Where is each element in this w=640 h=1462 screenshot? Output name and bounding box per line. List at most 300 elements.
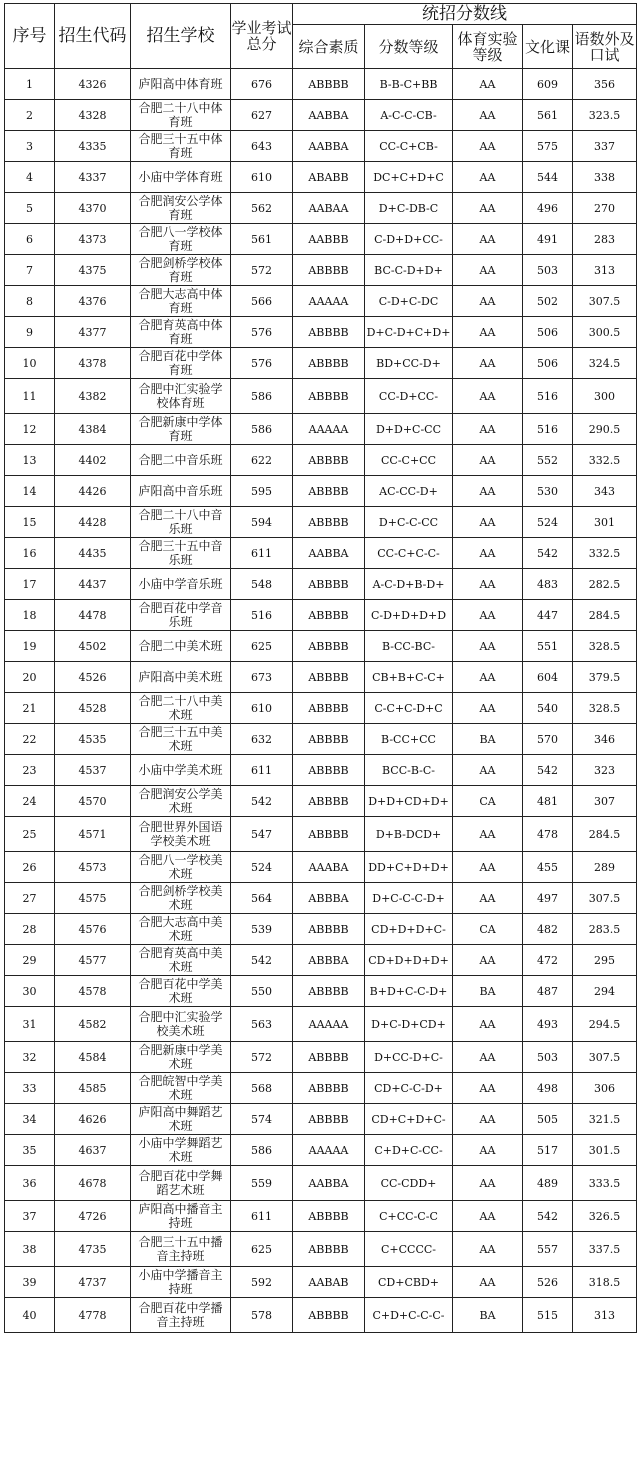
- cell-code: 4584: [55, 1042, 131, 1073]
- cell-school: 庐阳高中音乐班: [131, 476, 231, 507]
- cell-code: 4402: [55, 445, 131, 476]
- cell-lang: 333.5: [573, 1166, 637, 1201]
- cell-pe: AA: [453, 224, 523, 255]
- cell-lang: 294.5: [573, 1007, 637, 1042]
- cell-pe: AA: [453, 1267, 523, 1298]
- cell-seq: 29: [5, 945, 55, 976]
- cell-pe: AA: [453, 1042, 523, 1073]
- cell-quality: ABBBB: [293, 317, 365, 348]
- cell-seq: 19: [5, 631, 55, 662]
- cell-grade: A-C-C-CB-: [365, 100, 453, 131]
- table-row: [5, 852, 637, 883]
- cell-school: 合肥新康中学体育班: [131, 414, 231, 445]
- cell-total: 632: [231, 724, 293, 755]
- cell-school: 合肥百花中学美术班: [131, 976, 231, 1007]
- cell-school: 合肥八一学校体育班: [131, 224, 231, 255]
- cell-school: 合肥大志高中美术班: [131, 914, 231, 945]
- cell-culture: 493: [523, 1007, 573, 1042]
- cell-lang: 337: [573, 131, 637, 162]
- cell-pe: AA: [453, 162, 523, 193]
- cell-grade: B-CC-BC-: [365, 631, 453, 662]
- cell-school: 合肥二十八中音乐班: [131, 507, 231, 538]
- cell-quality: ABBBB: [293, 1232, 365, 1267]
- cell-culture: 483: [523, 569, 573, 600]
- cell-culture: 552: [523, 445, 573, 476]
- cell-seq: 2: [5, 100, 55, 131]
- table-row: [5, 193, 637, 224]
- cell-school: 合肥育英高中体育班: [131, 317, 231, 348]
- cell-total: 611: [231, 538, 293, 569]
- cell-lang: 337.5: [573, 1232, 637, 1267]
- cell-seq: 18: [5, 600, 55, 631]
- cell-code: 4571: [55, 817, 131, 852]
- cell-pe: BA: [453, 976, 523, 1007]
- cell-school: 合肥百花中学播音主持班: [131, 1298, 231, 1333]
- cell-quality: ABBBB: [293, 1073, 365, 1104]
- table-row: [5, 255, 637, 286]
- cell-code: 4578: [55, 976, 131, 1007]
- cell-school: 合肥新康中学美术班: [131, 1042, 231, 1073]
- table-row: [5, 1104, 637, 1135]
- table-body: [5, 69, 637, 1333]
- cell-culture: 517: [523, 1135, 573, 1166]
- table-row: [5, 1201, 637, 1232]
- cell-lang: 282.5: [573, 569, 637, 600]
- cell-lang: 321.5: [573, 1104, 637, 1135]
- cell-school: 庐阳高中播音主持班: [131, 1201, 231, 1232]
- cell-code: 4726: [55, 1201, 131, 1232]
- cell-total: 611: [231, 1201, 293, 1232]
- cell-school: 合肥二中美术班: [131, 631, 231, 662]
- cell-grade: CC-C+C-C-: [365, 538, 453, 569]
- table-row: [5, 1232, 637, 1267]
- cell-code: 4478: [55, 600, 131, 631]
- header-culture: 文化课: [523, 25, 573, 69]
- cell-culture: 482: [523, 914, 573, 945]
- cell-pe: AA: [453, 538, 523, 569]
- cell-pe: AA: [453, 600, 523, 631]
- cell-pe: AA: [453, 662, 523, 693]
- cell-seq: 10: [5, 348, 55, 379]
- cell-seq: 8: [5, 286, 55, 317]
- table-row: [5, 414, 637, 445]
- cell-school: 小庙中学舞蹈艺术班: [131, 1135, 231, 1166]
- cell-total: 611: [231, 755, 293, 786]
- cell-school: 合肥润安公学体育班: [131, 193, 231, 224]
- cell-lang: 313: [573, 255, 637, 286]
- cell-seq: 26: [5, 852, 55, 883]
- cell-school: 合肥剑桥学校美术班: [131, 883, 231, 914]
- cell-total: 524: [231, 852, 293, 883]
- cell-lang: 301.5: [573, 1135, 637, 1166]
- cell-code: 4570: [55, 786, 131, 817]
- table-row: [5, 445, 637, 476]
- cell-pe: AA: [453, 1104, 523, 1135]
- cell-seq: 21: [5, 693, 55, 724]
- cell-total: 576: [231, 317, 293, 348]
- cell-seq: 12: [5, 414, 55, 445]
- cell-quality: AABBA: [293, 131, 365, 162]
- table-row: [5, 786, 637, 817]
- cell-lang: 338: [573, 162, 637, 193]
- cell-culture: 544: [523, 162, 573, 193]
- cell-grade: C+CCCC-: [365, 1232, 453, 1267]
- cell-culture: 604: [523, 662, 573, 693]
- cell-code: 4537: [55, 755, 131, 786]
- cell-grade: C+CC-C-C: [365, 1201, 453, 1232]
- cell-total: 564: [231, 883, 293, 914]
- cell-school: 合肥育英高中美术班: [131, 945, 231, 976]
- cell-quality: ABBBB: [293, 569, 365, 600]
- cell-quality: ABBBB: [293, 69, 365, 100]
- cell-total: 568: [231, 1073, 293, 1104]
- cell-pe: AA: [453, 852, 523, 883]
- cell-quality: AAAAA: [293, 286, 365, 317]
- cell-code: 4373: [55, 224, 131, 255]
- cell-pe: CA: [453, 914, 523, 945]
- cell-school: 庐阳高中体育班: [131, 69, 231, 100]
- cell-culture: 575: [523, 131, 573, 162]
- cell-grade: BCC-B-C-: [365, 755, 453, 786]
- table-row: [5, 724, 637, 755]
- table-row: [5, 1267, 637, 1298]
- cell-seq: 32: [5, 1042, 55, 1073]
- cell-pe: AA: [453, 883, 523, 914]
- cell-school: 合肥百花中学体育班: [131, 348, 231, 379]
- cell-grade: D+D+C-CC: [365, 414, 453, 445]
- cell-total: 676: [231, 69, 293, 100]
- cell-code: 4328: [55, 100, 131, 131]
- cell-quality: ABBBB: [293, 662, 365, 693]
- table-row: [5, 662, 637, 693]
- cell-total: 542: [231, 786, 293, 817]
- score-table-container: [4, 3, 636, 1333]
- table-row: [5, 100, 637, 131]
- table-row: [5, 569, 637, 600]
- cell-code: 4337: [55, 162, 131, 193]
- cell-lang: 307.5: [573, 883, 637, 914]
- cell-grade: CB+B+C-C+: [365, 662, 453, 693]
- cell-total: 559: [231, 1166, 293, 1201]
- cell-quality: ABABB: [293, 162, 365, 193]
- cell-seq: 7: [5, 255, 55, 286]
- cell-seq: 25: [5, 817, 55, 852]
- cell-quality: ABBBB: [293, 476, 365, 507]
- cell-quality: ABBBB: [293, 914, 365, 945]
- cell-code: 4535: [55, 724, 131, 755]
- cell-culture: 530: [523, 476, 573, 507]
- cell-quality: ABBBB: [293, 976, 365, 1007]
- cell-grade: D+B-DCD+: [365, 817, 453, 852]
- cell-seq: 27: [5, 883, 55, 914]
- cell-school: 小庙中学播音主持班: [131, 1267, 231, 1298]
- cell-code: 4326: [55, 69, 131, 100]
- cell-quality: AABBA: [293, 538, 365, 569]
- cell-seq: 22: [5, 724, 55, 755]
- cell-school: 合肥百花中学舞蹈艺术班: [131, 1166, 231, 1201]
- cell-quality: ABBBB: [293, 1201, 365, 1232]
- cell-pe: AA: [453, 131, 523, 162]
- cell-lang: 290.5: [573, 414, 637, 445]
- header-grade: 分数等级: [365, 25, 453, 69]
- cell-seq: 36: [5, 1166, 55, 1201]
- header-code: 招生代码: [55, 4, 131, 69]
- cell-culture: 542: [523, 538, 573, 569]
- cell-lang: 326.5: [573, 1201, 637, 1232]
- cell-seq: 40: [5, 1298, 55, 1333]
- cell-school: 合肥三十五中音乐班: [131, 538, 231, 569]
- cell-quality: ABBBB: [293, 379, 365, 414]
- cell-seq: 4: [5, 162, 55, 193]
- cell-school: 合肥润安公学美术班: [131, 786, 231, 817]
- cell-culture: 515: [523, 1298, 573, 1333]
- cell-culture: 570: [523, 724, 573, 755]
- cell-school: 合肥三十五中体育班: [131, 131, 231, 162]
- cell-seq: 37: [5, 1201, 55, 1232]
- cell-code: 4573: [55, 852, 131, 883]
- cell-culture: 516: [523, 414, 573, 445]
- cell-lang: 283: [573, 224, 637, 255]
- table-row: [5, 945, 637, 976]
- cell-grade: BC-C-D+D+: [365, 255, 453, 286]
- cell-total: 610: [231, 162, 293, 193]
- cell-culture: 503: [523, 1042, 573, 1073]
- cell-school: 合肥剑桥学校体育班: [131, 255, 231, 286]
- cell-code: 4528: [55, 693, 131, 724]
- cell-total: 625: [231, 1232, 293, 1267]
- cell-culture: 498: [523, 1073, 573, 1104]
- cell-total: 561: [231, 224, 293, 255]
- cell-grade: D+C-C-C-D+: [365, 883, 453, 914]
- table-row: [5, 1166, 637, 1201]
- cell-culture: 506: [523, 317, 573, 348]
- cell-culture: 506: [523, 348, 573, 379]
- header-group: 统招分数线: [293, 4, 637, 25]
- cell-quality: ABBBB: [293, 1104, 365, 1135]
- cell-pe: AA: [453, 379, 523, 414]
- cell-culture: 496: [523, 193, 573, 224]
- cell-pe: AA: [453, 569, 523, 600]
- cell-code: 4502: [55, 631, 131, 662]
- cell-culture: 561: [523, 100, 573, 131]
- cell-culture: 478: [523, 817, 573, 852]
- cell-pe: AA: [453, 817, 523, 852]
- table-row: [5, 976, 637, 1007]
- cell-quality: ABBBB: [293, 755, 365, 786]
- cell-seq: 9: [5, 317, 55, 348]
- cell-grade: C-D+D+CC-: [365, 224, 453, 255]
- cell-total: 548: [231, 569, 293, 600]
- cell-quality: AABBA: [293, 100, 365, 131]
- cell-culture: 489: [523, 1166, 573, 1201]
- cell-lang: 307: [573, 786, 637, 817]
- cell-code: 4576: [55, 914, 131, 945]
- cell-lang: 343: [573, 476, 637, 507]
- cell-total: 550: [231, 976, 293, 1007]
- cell-seq: 35: [5, 1135, 55, 1166]
- table-header: [5, 4, 637, 69]
- cell-culture: 505: [523, 1104, 573, 1135]
- cell-school: 庐阳高中舞蹈艺术班: [131, 1104, 231, 1135]
- cell-pe: AA: [453, 476, 523, 507]
- cell-school: 小庙中学音乐班: [131, 569, 231, 600]
- cell-lang: 379.5: [573, 662, 637, 693]
- cell-code: 4376: [55, 286, 131, 317]
- cell-grade: CC-C+CB-: [365, 131, 453, 162]
- cell-pe: AA: [453, 755, 523, 786]
- cell-school: 合肥二十八中美术班: [131, 693, 231, 724]
- cell-grade: D+CC-D+C-: [365, 1042, 453, 1073]
- cell-code: 4437: [55, 569, 131, 600]
- table-row: [5, 883, 637, 914]
- cell-school: 合肥世界外国语学校美术班: [131, 817, 231, 852]
- cell-quality: ABBBB: [293, 1298, 365, 1333]
- cell-school: 合肥中汇实验学校美术班: [131, 1007, 231, 1042]
- cell-quality: ABBBA: [293, 883, 365, 914]
- cell-lang: 318.5: [573, 1267, 637, 1298]
- cell-code: 4382: [55, 379, 131, 414]
- cell-pe: AA: [453, 631, 523, 662]
- cell-code: 4582: [55, 1007, 131, 1042]
- cell-lang: 323.5: [573, 100, 637, 131]
- header-lang: 语数外及口试: [573, 25, 637, 69]
- cell-seq: 5: [5, 193, 55, 224]
- cell-seq: 11: [5, 379, 55, 414]
- cell-quality: ABBBB: [293, 724, 365, 755]
- cell-grade: CD+CBD+: [365, 1267, 453, 1298]
- cell-seq: 28: [5, 914, 55, 945]
- cell-quality: ABBBB: [293, 600, 365, 631]
- cell-culture: 502: [523, 286, 573, 317]
- cell-quality: ABBBB: [293, 631, 365, 662]
- cell-grade: CD+C+D+C-: [365, 1104, 453, 1135]
- cell-pe: AA: [453, 1201, 523, 1232]
- cell-school: 合肥中汇实验学校体育班: [131, 379, 231, 414]
- cell-total: 592: [231, 1267, 293, 1298]
- cell-total: 586: [231, 1135, 293, 1166]
- cell-total: 610: [231, 693, 293, 724]
- cell-seq: 30: [5, 976, 55, 1007]
- cell-code: 4426: [55, 476, 131, 507]
- table-row: [5, 1042, 637, 1073]
- cell-culture: 491: [523, 224, 573, 255]
- cell-total: 562: [231, 193, 293, 224]
- cell-quality: AAAAA: [293, 1135, 365, 1166]
- cell-pe: BA: [453, 724, 523, 755]
- table-row: [5, 600, 637, 631]
- cell-lang: 307.5: [573, 286, 637, 317]
- cell-lang: 356: [573, 69, 637, 100]
- cell-culture: 609: [523, 69, 573, 100]
- cell-code: 4435: [55, 538, 131, 569]
- cell-culture: 542: [523, 1201, 573, 1232]
- cell-grade: D+D+CD+D+: [365, 786, 453, 817]
- cell-culture: 524: [523, 507, 573, 538]
- cell-pe: AA: [453, 1007, 523, 1042]
- table-row: [5, 538, 637, 569]
- cell-code: 4335: [55, 131, 131, 162]
- cell-grade: B-B-C+BB: [365, 69, 453, 100]
- cell-lang: 284.5: [573, 600, 637, 631]
- table-row: [5, 1135, 637, 1166]
- cell-pe: AA: [453, 1166, 523, 1201]
- cell-pe: AA: [453, 507, 523, 538]
- header-total: 学业考试总分: [231, 4, 293, 69]
- cell-grade: DD+C+D+D+: [365, 852, 453, 883]
- table-row: [5, 1007, 637, 1042]
- cell-total: 547: [231, 817, 293, 852]
- cell-grade: B+D+C-C-D+: [365, 976, 453, 1007]
- cell-grade: C+D+C-C-C-: [365, 1298, 453, 1333]
- table-row: [5, 379, 637, 414]
- cell-grade: C+D+C-CC-: [365, 1135, 453, 1166]
- cell-grade: D+C-D+CD+: [365, 1007, 453, 1042]
- cell-total: 574: [231, 1104, 293, 1135]
- cell-school: 合肥百花中学音乐班: [131, 600, 231, 631]
- cell-lang: 346: [573, 724, 637, 755]
- cell-total: 586: [231, 379, 293, 414]
- cell-code: 4375: [55, 255, 131, 286]
- cell-school: 合肥三十五中美术班: [131, 724, 231, 755]
- cell-lang: 294: [573, 976, 637, 1007]
- cell-lang: 324.5: [573, 348, 637, 379]
- cell-culture: 447: [523, 600, 573, 631]
- cell-school: 合肥大志高中体育班: [131, 286, 231, 317]
- cell-quality: AAAAA: [293, 414, 365, 445]
- cell-lang: 332.5: [573, 445, 637, 476]
- cell-culture: 551: [523, 631, 573, 662]
- cell-lang: 300: [573, 379, 637, 414]
- cell-total: 563: [231, 1007, 293, 1042]
- header-pe: 体育实验等级: [453, 25, 523, 69]
- cell-lang: 306: [573, 1073, 637, 1104]
- cell-grade: D+C-D+C+D+: [365, 317, 453, 348]
- cell-lang: 313: [573, 1298, 637, 1333]
- cell-school: 庐阳高中美术班: [131, 662, 231, 693]
- cell-lang: 328.5: [573, 631, 637, 662]
- cell-quality: AAAAA: [293, 1007, 365, 1042]
- cell-lang: 284.5: [573, 817, 637, 852]
- cell-pe: AA: [453, 317, 523, 348]
- table-row: [5, 914, 637, 945]
- cell-code: 4377: [55, 317, 131, 348]
- cell-culture: 481: [523, 786, 573, 817]
- cell-quality: AABBA: [293, 1166, 365, 1201]
- cell-total: 566: [231, 286, 293, 317]
- cell-total: 673: [231, 662, 293, 693]
- cell-lang: 289: [573, 852, 637, 883]
- cell-code: 4378: [55, 348, 131, 379]
- cell-lang: 301: [573, 507, 637, 538]
- table-row: [5, 348, 637, 379]
- cell-seq: 1: [5, 69, 55, 100]
- header-school: 招生学校: [131, 4, 231, 69]
- cell-code: 4737: [55, 1267, 131, 1298]
- cell-school: 合肥二十八中体育班: [131, 100, 231, 131]
- cell-total: 539: [231, 914, 293, 945]
- cell-lang: 295: [573, 945, 637, 976]
- cell-total: 594: [231, 507, 293, 538]
- admission-score-table: [4, 3, 637, 1333]
- cell-pe: AA: [453, 100, 523, 131]
- cell-total: 595: [231, 476, 293, 507]
- table-row: [5, 1073, 637, 1104]
- cell-grade: AC-CC-D+: [365, 476, 453, 507]
- cell-lang: 307.5: [573, 1042, 637, 1073]
- cell-code: 4575: [55, 883, 131, 914]
- cell-quality: ABBBB: [293, 445, 365, 476]
- cell-grade: CD+D+D+D+: [365, 945, 453, 976]
